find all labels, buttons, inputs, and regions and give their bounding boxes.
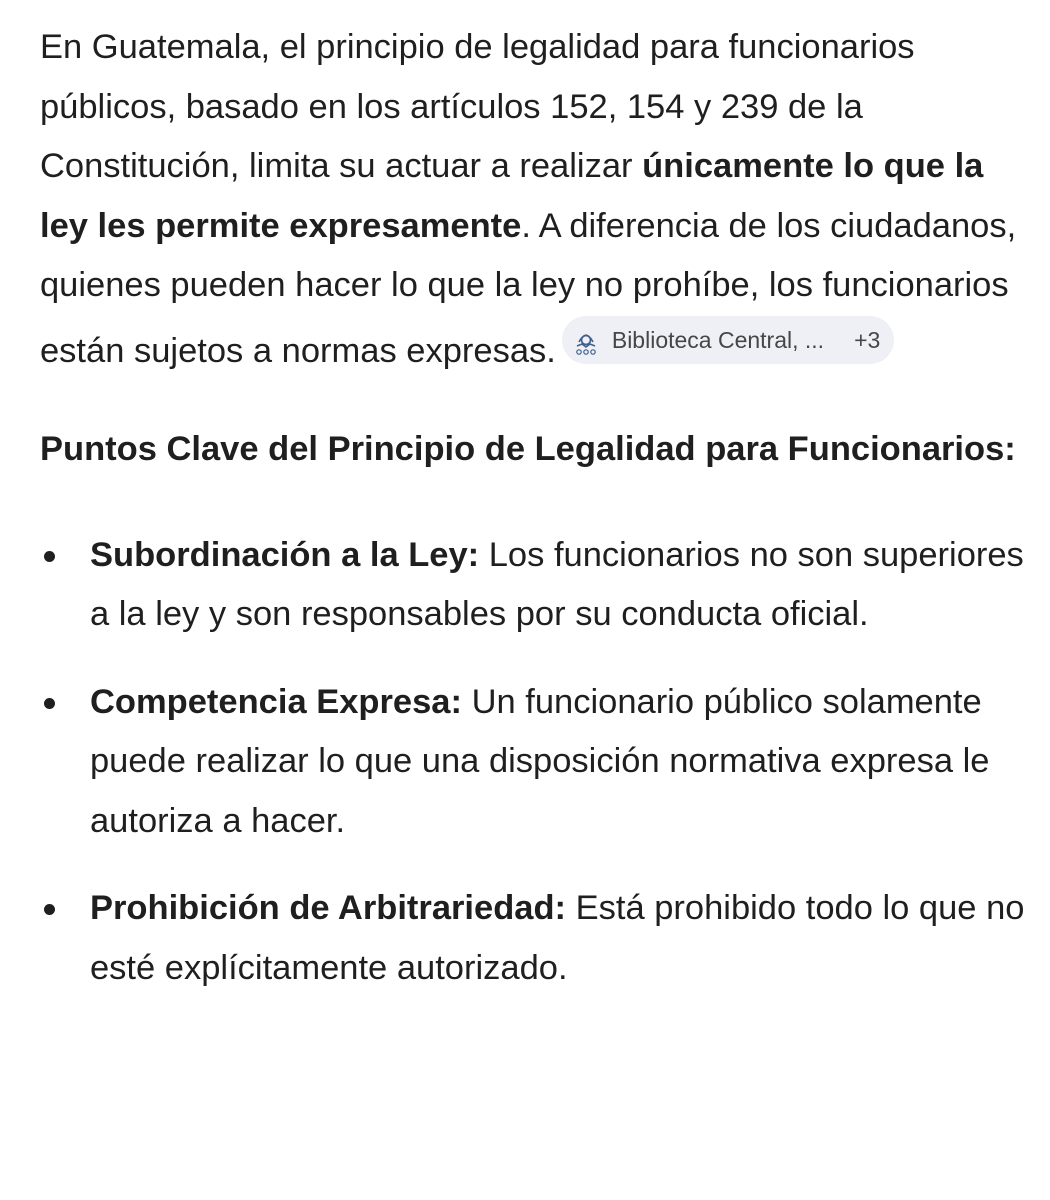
point-description: Está prohibido todo lo que no esté explícitamente autorizado. [90,889,1025,987]
list-item [40,526,1030,645]
point-description: Los funcionarios no son superiores a la ley y son responsables por su conducta oficial. [90,535,1024,633]
intro-bold-text: únicamente lo que la ley les permite expresamente [40,147,984,245]
bullet-icon [44,904,55,915]
point-term: Competencia Expresa: [90,682,462,721]
key-points-list [40,526,1030,999]
bullet-icon [44,551,55,562]
intro-text-after-bold: . A diferencia de los ciudadanos, quienes pueden hacer lo que la ley no prohíbe, los funcionarios están sujetos a normas expresas. [40,206,1017,370]
response-content [40,18,1030,1026]
point-term: Prohibición de Arbitrariedad: [90,889,567,927]
intro-paragraph [40,18,1030,381]
source-chip[interactable] [562,316,894,364]
library-icon [572,326,600,354]
section-heading: Puntos Clave del Principio de Legalidad para Funcionarios: [40,430,1016,468]
point-description: Un funcionario público solamente puede realizar lo que una disposición normativa expresa le autoriza a hacer. [90,682,990,840]
list-item [40,879,1030,998]
bullet-icon [44,698,55,709]
source-chip-count: +3 [854,326,881,353]
point-term: Subordinación a la Ley: [90,535,480,574]
list-item [40,673,1030,852]
source-chip-label: Biblioteca Central, ... [611,326,825,353]
intro-text-before-bold: En Guatemala, el principio de legalidad para funcionarios públicos, basado en los artículos 152, 154 y 239 de la Constitución, limita su actuar a realizar [40,28,915,185]
